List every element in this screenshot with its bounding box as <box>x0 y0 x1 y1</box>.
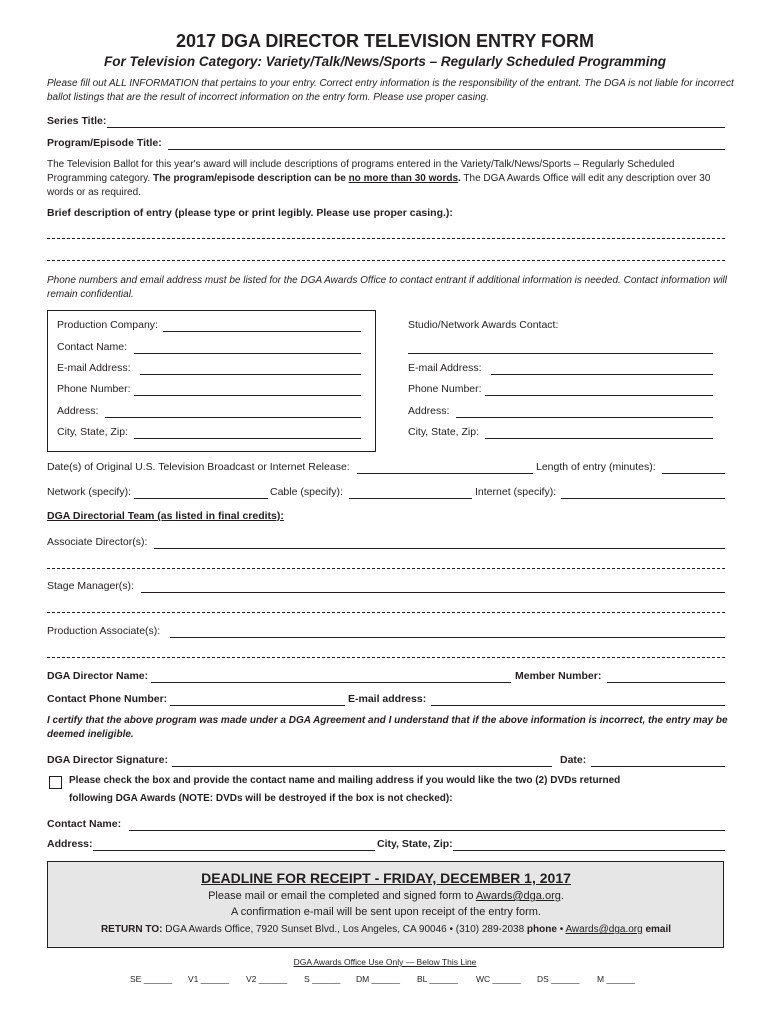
associate-director-label: Associate Director(s): <box>47 536 148 548</box>
checkbox-text-1: Please check the box and provide the contact name and mailing address if you would like the two (2) DVDs returned <box>69 775 621 786</box>
studio-email-field[interactable] <box>491 374 713 375</box>
phone-note: Phone numbers and email address must be listed for the DGA Awards Office to contact entrant if additional information is needed. Contact information will remain confidential. <box>47 275 727 300</box>
production-company-label: Production Company: <box>57 319 158 331</box>
office-use-heading: DGA Awards Office Use Only — Below This Line <box>293 957 477 967</box>
length-field[interactable] <box>662 473 725 474</box>
internet-field[interactable] <box>561 498 725 499</box>
contact-phone-label: Contact Phone Number: <box>47 693 168 705</box>
awards-email-link[interactable]: Awards@dga.org <box>475 890 561 902</box>
office-code-bl: BL ______ <box>417 974 458 984</box>
phone-field[interactable] <box>134 395 361 396</box>
address-label-2: Address: <box>47 838 93 850</box>
signature-field[interactable] <box>172 766 552 767</box>
office-code-dm: DM ______ <box>356 974 400 984</box>
city-field[interactable] <box>134 438 361 439</box>
studio-phone-field[interactable] <box>485 395 713 396</box>
email-address-field[interactable] <box>431 705 725 706</box>
studio-city-field[interactable] <box>485 438 713 439</box>
studio-contact-field[interactable] <box>408 353 713 354</box>
broadcast-date-field[interactable] <box>357 473 533 474</box>
certify-text: I certify that the above program was made under a DGA Agreement and I understand that if the above information is incorrect, the entry may be deemed ineligible. <box>47 715 728 740</box>
checkbox-text-2: following DGA Awards (NOTE: DVDs will be destroyed if the box is not checked): <box>69 793 453 804</box>
directorial-team-heading: DGA Directorial Team (as listed in final credits): <box>47 510 284 522</box>
contact-name-label-2: Contact Name: <box>47 818 122 830</box>
director-name-label: DGA Director Name: <box>47 670 149 682</box>
studio-email-label: E-mail Address: <box>408 362 482 374</box>
office-code-v1: V1 ______ <box>188 974 230 984</box>
studio-contact-label: Studio/Network Awards Contact: <box>408 319 559 331</box>
city-state-zip-field[interactable] <box>453 850 725 851</box>
production-associate-field[interactable] <box>170 637 725 638</box>
length-label: Length of entry (minutes): <box>536 461 656 473</box>
associate-director-field[interactable] <box>154 548 725 549</box>
studio-phone-label: Phone Number: <box>408 383 482 395</box>
office-code-wc: WC ______ <box>476 974 521 984</box>
series-title-label: Series Title: <box>47 115 107 127</box>
office-code-v2: V2 ______ <box>246 974 288 984</box>
email-field[interactable] <box>140 374 361 375</box>
network-label: Network (specify): <box>47 486 132 498</box>
associate-director-field-2[interactable] <box>47 568 725 569</box>
signature-label: DGA Director Signature: <box>47 754 168 766</box>
office-code-s: S ______ <box>304 974 341 984</box>
deadline-heading: DEADLINE FOR RECEIPT - FRIDAY, DECEMBER 1, 2017 <box>201 870 571 886</box>
stage-manager-label: Stage Manager(s): <box>47 580 134 592</box>
series-title-field[interactable] <box>107 127 725 128</box>
office-code-ds: DS ______ <box>537 974 580 984</box>
city-state-zip-label: City, State, Zip: <box>377 838 453 850</box>
dvd-return-checkbox[interactable] <box>49 776 62 789</box>
email-address-label: E-mail address: <box>348 693 427 705</box>
address-label: Address: <box>57 405 99 417</box>
contact-phone-field[interactable] <box>170 705 345 706</box>
studio-address-field[interactable] <box>456 417 713 418</box>
return-email-link[interactable]: Awards@dga.org <box>565 924 643 935</box>
office-code-m: M ______ <box>597 974 635 984</box>
address-field[interactable] <box>105 417 361 418</box>
return-to-line: RETURN TO: DGA Awards Office, 7920 Sunset Blvd., Los Angeles, CA 90046 • (310) 289-2038 phone • Awards@dga.org email <box>100 924 672 935</box>
studio-address-label: Address: <box>408 405 450 417</box>
broadcast-date-label: Date(s) of Original U.S. Television Broadcast or Internet Release: <box>47 461 350 473</box>
program-title-field[interactable] <box>168 149 725 150</box>
member-number-label: Member Number: <box>515 670 602 682</box>
ballot-description-text: The Television Ballot for this year's award will include descriptions of programs entered in the Variety/Talk/News/Sports – Regularly Scheduled Programming category. The program/episode description can be no more than 30 words. The DGA Awards Office will edit any description over 30 words or as required. <box>47 159 711 198</box>
form-title: 2017 DGA DIRECTOR TELEVISION ENTRY FORM <box>175 31 595 51</box>
network-field[interactable] <box>134 498 268 499</box>
contact-name-label: Contact Name: <box>57 341 128 353</box>
deadline-line-1: Please mail or email the completed and signed form to Awards@dga.org. <box>208 890 564 902</box>
office-code-se: SE ______ <box>130 974 173 984</box>
cable-field[interactable] <box>349 498 472 499</box>
internet-label: Internet (specify): <box>475 486 557 498</box>
production-associate-field-2[interactable] <box>47 657 725 658</box>
email-label: E-mail Address: <box>57 362 131 374</box>
program-title-label: Program/Episode Title: <box>47 137 162 149</box>
form-subtitle: For Television Category: Variety/Talk/News/Sports – Regularly Scheduled Programming <box>104 54 666 69</box>
city-label: City, State, Zip: <box>57 426 128 438</box>
director-name-field[interactable] <box>151 682 511 683</box>
studio-city-label: City, State, Zip: <box>408 426 479 438</box>
phone-label: Phone Number: <box>57 383 131 395</box>
stage-manager-field-2[interactable] <box>47 612 725 613</box>
cable-label: Cable (specify): <box>270 486 343 498</box>
date-field[interactable] <box>591 766 725 767</box>
deadline-line-2: A confirmation e-mail will be sent upon receipt of the entry form. <box>231 906 541 918</box>
contact-name-field-2[interactable] <box>129 830 725 831</box>
brief-description-label: Brief description of entry (please type or print legibly. Please use proper casing.): <box>47 207 453 219</box>
member-number-field[interactable] <box>607 682 725 683</box>
contact-name-field[interactable] <box>134 353 361 354</box>
intro-text: Please fill out ALL INFORMATION that pertains to your entry. Correct entry information is the responsibility of the entrant. The DGA is not liable for incorrect ballot listings that are the result of incorrect information on the entry form. Please use proper casing. <box>47 78 734 103</box>
brief-description-field-2[interactable] <box>47 260 725 261</box>
stage-manager-field[interactable] <box>141 592 725 593</box>
address-field-2[interactable] <box>93 850 375 851</box>
date-label: Date: <box>560 754 587 766</box>
production-company-field[interactable] <box>163 331 361 332</box>
production-associate-label: Production Associate(s): <box>47 625 161 637</box>
brief-description-field-1[interactable] <box>47 238 725 239</box>
